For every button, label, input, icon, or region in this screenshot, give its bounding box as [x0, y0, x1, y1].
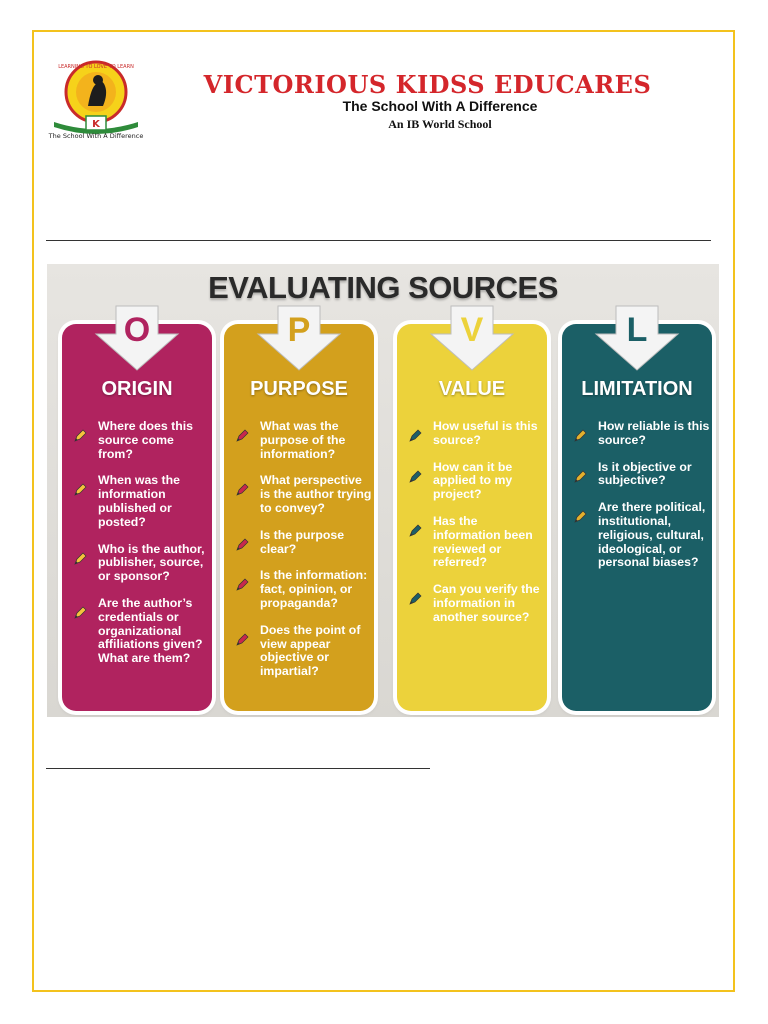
pencil-icon — [72, 605, 88, 621]
school-name: VICTORIOUS KIDSS EDUCARES — [203, 70, 652, 99]
card-heading: VALUE — [438, 378, 506, 400]
card-limitation — [562, 311, 712, 711]
question-item — [228, 529, 372, 557]
card-questions — [66, 420, 210, 679]
question-text: What was the purpose of the information? — [260, 419, 346, 461]
pencil-icon — [572, 428, 588, 444]
question-item — [66, 420, 210, 461]
pencil-icon — [234, 632, 250, 648]
question-text: How useful is this source? — [433, 419, 538, 447]
pencil-icon — [234, 428, 250, 444]
question-text: Can you verify the information in another source? — [433, 582, 540, 624]
question-text: What perspective is the author trying to convey? — [260, 473, 372, 515]
pencil-icon — [407, 591, 423, 607]
card-heading: LIMITATION — [581, 378, 693, 400]
card-letter: V — [460, 311, 484, 349]
pencil-icon — [407, 523, 423, 539]
header-divider — [46, 240, 711, 241]
card-heading: ORIGIN — [101, 378, 173, 400]
arrow-limitation-icon — [592, 304, 682, 374]
pencil-icon — [572, 509, 588, 525]
card-questions — [401, 420, 545, 638]
question-item — [401, 461, 545, 502]
question-text: How can it be applied to my project? — [433, 459, 513, 502]
question-item — [566, 501, 710, 570]
question-item — [566, 461, 710, 489]
question-item — [66, 597, 210, 666]
answer-line — [46, 768, 430, 769]
question-item — [401, 515, 545, 570]
pencil-icon — [72, 428, 88, 444]
infographic-title: EVALUATING SOURCES — [208, 270, 558, 305]
question-text: Where does this source come from? — [98, 419, 193, 461]
question-text: Who is the author, publisher, source, or sponsor? — [98, 541, 205, 584]
pencil-icon — [234, 537, 250, 553]
card-origin — [62, 311, 212, 711]
arrow-value-icon — [427, 304, 517, 374]
question-item — [66, 543, 210, 584]
pencil-icon — [72, 551, 88, 567]
card-questions — [228, 420, 372, 692]
pencil-icon — [572, 469, 588, 485]
arrow-purpose-icon — [254, 304, 344, 374]
question-item — [228, 474, 372, 515]
question-item — [228, 569, 372, 610]
card-letter: L — [626, 311, 648, 349]
card-letter: P — [287, 311, 311, 349]
question-item — [228, 624, 372, 679]
question-text: How reliable is this source? — [598, 419, 710, 447]
pencil-icon — [72, 482, 88, 498]
logo-caption: The School With A Difference — [48, 132, 144, 140]
card-purpose — [224, 311, 374, 711]
question-text: Is the information: fact, opinion, or propaganda? — [260, 568, 368, 610]
question-item — [401, 420, 545, 448]
question-text: Has the information been reviewed or referred? — [433, 513, 533, 570]
school-subtitle: The School With A Difference — [342, 98, 538, 114]
pencil-icon — [407, 469, 423, 485]
svg-text:K: K — [92, 119, 100, 130]
question-item — [401, 583, 545, 624]
card-letter: O — [123, 311, 151, 349]
question-text: When was the information published or posted? — [98, 473, 180, 529]
question-item — [66, 474, 210, 529]
card-value — [397, 311, 547, 711]
question-text: Is the purpose clear? — [260, 527, 345, 556]
question-text: Are there political, institutional, religious, cultural, ideological, or personal biases? — [598, 500, 706, 570]
question-text: Are the author’s credentials or organizational affiliations given? What are them? — [98, 595, 203, 666]
evaluating-sources-infographic — [47, 264, 719, 717]
card-questions — [566, 420, 710, 583]
pencil-icon — [407, 428, 423, 444]
question-item — [566, 420, 710, 448]
school-logo — [46, 58, 146, 140]
pencil-icon — [234, 482, 250, 498]
arrow-origin-icon — [92, 304, 182, 374]
question-item — [228, 420, 372, 461]
question-text: Does the point of view appear objective or impartial? — [260, 622, 361, 679]
card-heading: PURPOSE — [250, 378, 348, 400]
pencil-icon — [234, 577, 250, 593]
logo-motto: LEARNING TO LOVE TO LEARN — [58, 64, 134, 70]
question-text: Is it objective or subjective? — [598, 459, 692, 488]
school-tagline: An IB World School — [388, 117, 492, 131]
